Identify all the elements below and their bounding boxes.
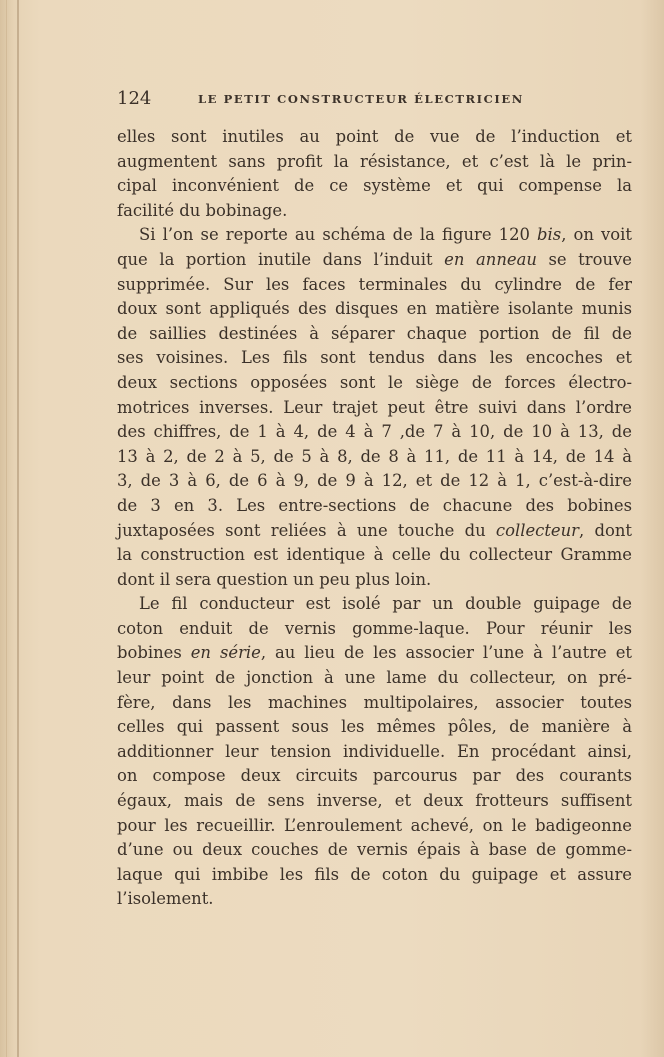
text-segment: elles sont inutiles au point de vue de l’induction et xyxy=(117,127,632,146)
text-line xyxy=(117,838,632,863)
text-segment: , au lieu de les associer l’une à l’autre et xyxy=(260,643,632,663)
text-line xyxy=(117,125,632,150)
text-line xyxy=(117,789,632,814)
page-header xyxy=(117,88,637,112)
text-segment: des chiffres, de 1 à 4, de 4 à 7 ,de 7 à 10, de 10 à 13, de xyxy=(117,422,632,442)
text-line xyxy=(117,691,632,716)
paragraph xyxy=(117,125,632,223)
text-line xyxy=(117,519,632,544)
text-line xyxy=(117,592,632,617)
text-line xyxy=(117,248,632,273)
text-segment: l’isolement. xyxy=(117,889,214,909)
italic-text: collecteur xyxy=(495,520,580,540)
text-segment: que la portion inutile dans l’induit xyxy=(117,249,445,269)
text-segment: 13 à 2, de 2 à 5, de 5 à 8, de 8 à 11, de 11 à 14, de 14 à xyxy=(117,446,632,466)
text-segment: pour les recueillir. L’enroulement achevé, on le badigeonne xyxy=(117,815,632,835)
text-line xyxy=(117,174,632,199)
text-segment: juxtaposées sont reliées à une touche du xyxy=(117,520,496,540)
text-line xyxy=(117,543,632,568)
body-text xyxy=(117,125,632,912)
text-segment: facilité du bobinage. xyxy=(117,200,288,220)
text-segment: coton enduit de vernis gomme-laque. Pour réunir les xyxy=(117,618,632,638)
text-line xyxy=(117,814,632,839)
text-line xyxy=(117,346,632,371)
text-line xyxy=(117,322,632,347)
text-segment: augmentent sans profit la résistance, et c’est là le prin- xyxy=(117,151,632,171)
text-segment: deux sections opposées sont le siège de forces électro- xyxy=(117,372,632,392)
text-segment: leur point de jonction à une lame du collecteur, on pré- xyxy=(117,668,632,688)
text-line xyxy=(117,666,632,691)
page-binding-line xyxy=(17,0,19,1057)
text-line xyxy=(117,199,632,224)
running-title: LE PETIT CONSTRUCTEUR ÉLECTRICIEN xyxy=(198,92,524,106)
italic-text: bis xyxy=(537,225,562,245)
page-number: 124 xyxy=(117,88,152,109)
italic-text: en série xyxy=(190,643,261,663)
text-line xyxy=(117,273,632,298)
text-segment: celles qui passent sous les mêmes pôles, de manière à xyxy=(117,717,632,737)
text-segment: 3, de 3 à 6, de 6 à 9, de 9 à 12, et de 12 à 1, c’est-à-dire xyxy=(117,471,632,491)
paragraph xyxy=(117,223,632,592)
text-segment: Le fil conducteur est isolé par un double guipage de xyxy=(139,594,632,614)
text-segment: , dont xyxy=(579,520,632,540)
text-line xyxy=(117,371,632,396)
text-line xyxy=(117,396,632,421)
text-segment: d’une ou deux couches de vernis épais à base de gomme- xyxy=(117,840,632,860)
text-line xyxy=(117,715,632,740)
text-segment: cipal inconvénient de ce système et qui compense la xyxy=(117,176,632,196)
text-segment: de saillies destinées à séparer chaque portion de fil de xyxy=(117,323,632,343)
text-line xyxy=(117,641,632,666)
paragraph xyxy=(117,592,632,912)
text-segment: de 3 en 3. Les entre-sections de chacune des bobines xyxy=(117,495,632,515)
italic-text: en anneau xyxy=(444,249,537,269)
text-segment: doux sont appliqués des disques en matière isolante munis xyxy=(117,299,632,319)
text-segment: motrices inverses. Leur trajet peut être suivi dans l’ordre xyxy=(117,397,632,417)
text-line xyxy=(117,297,632,322)
text-segment: supprimée. Sur les faces terminales du cylindre de fer xyxy=(117,274,632,294)
text-segment: laque qui imbibe les fils de coton du guipage et assure xyxy=(117,864,632,884)
text-line xyxy=(117,764,632,789)
text-line xyxy=(117,887,632,912)
text-line xyxy=(117,469,632,494)
text-segment: se trouve xyxy=(536,249,632,269)
text-segment: fère, dans les machines multipolaires, associer toutes xyxy=(117,692,632,712)
text-line xyxy=(117,420,632,445)
text-line xyxy=(117,445,632,470)
text-line xyxy=(117,150,632,175)
text-line xyxy=(117,494,632,519)
text-segment: on compose deux circuits parcourus par des courants xyxy=(117,766,632,786)
text-segment: , on voit xyxy=(561,225,633,245)
text-line xyxy=(117,617,632,642)
text-segment: Si l’on se reporte au schéma de la figure 120 xyxy=(139,225,538,245)
text-line xyxy=(117,740,632,765)
text-segment: dont il sera question un peu plus loin. xyxy=(117,569,432,589)
text-segment: additionner leur tension individuelle. En procédant ainsi, xyxy=(117,741,632,761)
page-edge-shadow xyxy=(6,0,7,1057)
text-segment: bobines xyxy=(117,643,191,663)
text-line xyxy=(117,223,632,248)
text-segment: ses voisines. Les fils sont tendus dans les encoches et xyxy=(117,348,632,368)
text-line xyxy=(117,863,632,888)
text-segment: la construction est identique à celle du collecteur Gramme xyxy=(117,545,632,565)
text-line xyxy=(117,568,632,593)
text-segment: égaux, mais de sens inverse, et deux frotteurs suffisent xyxy=(117,791,632,811)
